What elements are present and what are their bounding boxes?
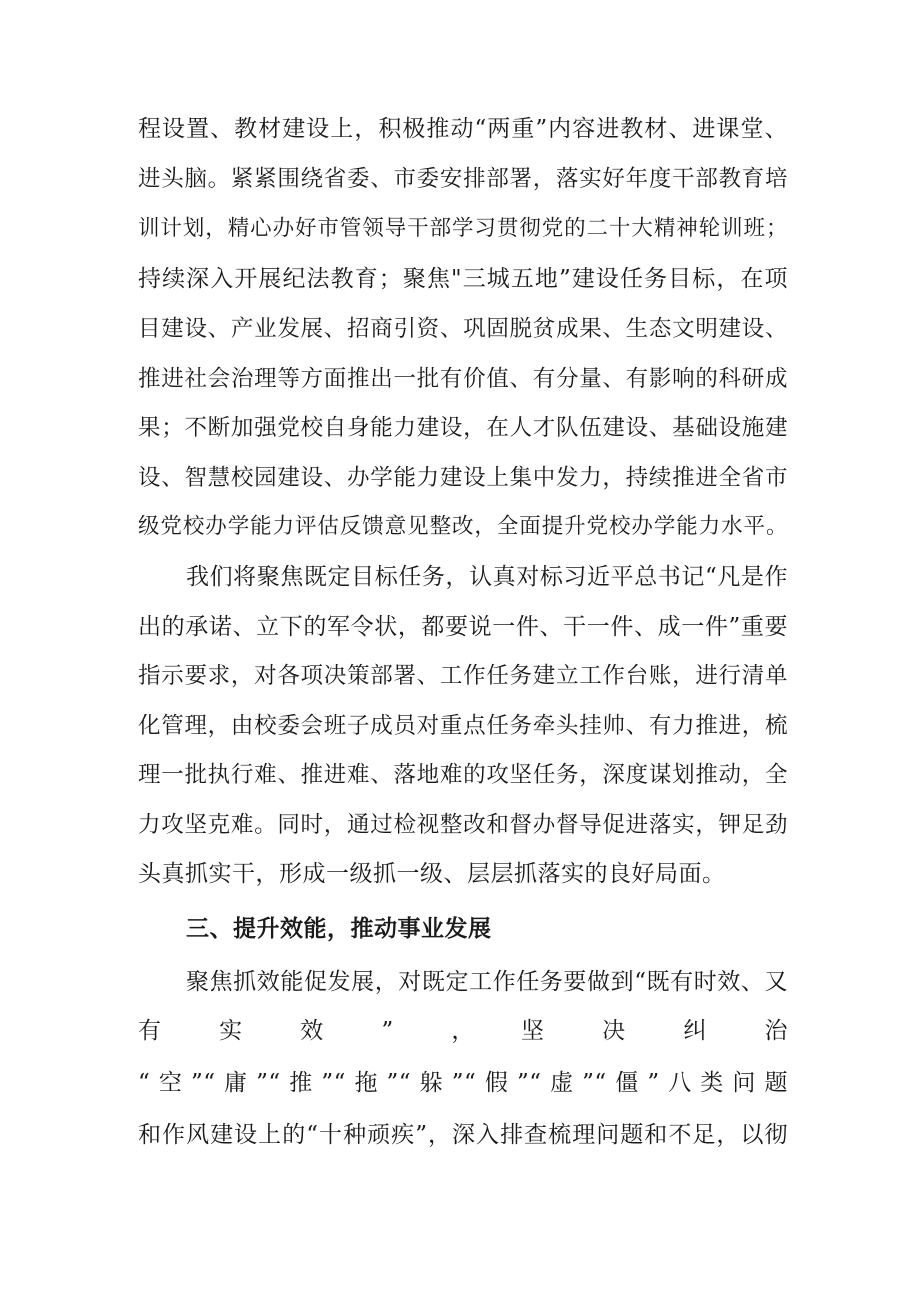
paragraph-2-line-3: 指示要求，对各项决策部署、工作任务建立工作台账，进行清单 bbox=[138, 663, 788, 689]
paragraph-1-line-4: 持续深入开展纪法教育；聚焦"三城五地”建设任务目标，在项 bbox=[138, 266, 788, 292]
paragraph-2-line-5: 理一批执行难、推进难、落地难的攻坚任务，深度谋划推动，全 bbox=[138, 762, 788, 788]
paragraph-2-line-7: 头真抓实干，形成一级抓一级、层层抓落实的良好局面。 bbox=[138, 861, 726, 887]
paragraph-2-line-4: 化管理，由校委会班子成员对重点任务牵头挂帅、有力推进，梳 bbox=[138, 713, 788, 739]
paragraph-2-line-2: 出的承诺、立下的军令状，都要说一件、干一件、成一件”重要 bbox=[138, 614, 788, 640]
paragraph-3-line-4: 和作风建设上的“十种顽疾”，深入排查梳理问题和不足，以彻 bbox=[138, 1122, 788, 1148]
paragraph-1-line-7: 果；不断加强党校自身能力建设，在人才队伍建设、基础设施建 bbox=[138, 415, 788, 441]
paragraph-1-line-2: 进头脑。紧紧围绕省委、市委安排部署，落实好年度干部教育培 bbox=[138, 166, 788, 192]
paragraph-1-line-6: 推进社会治理等方面推出一批有价值、有分量、有影响的科研成 bbox=[138, 366, 788, 392]
paragraph-1-line-8: 设、智慧校园建设、办学能力建设上集中发力，持续推进全省市 bbox=[138, 465, 788, 491]
paragraph-1-line-9: 级党校办学能力评估反馈意见整改，全面提升党校办学能力水平。 bbox=[138, 514, 788, 539]
paragraph-3-line-1: 聚焦抓效能促发展，对既定工作任务要做到“既有时效、又 bbox=[186, 969, 788, 995]
paragraph-2-line-1: 我们将聚焦既定目标任务，认真对标习近平总书记“凡是作 bbox=[186, 564, 788, 590]
paragraph-2-line-6: 力攻坚克难。同时，通过检视整改和督办督导促进落实，钾足劲 bbox=[138, 812, 788, 838]
paragraph-1-line-5: 目建设、产业发展、招商引资、巩固脱贫成果、生态文明建设、 bbox=[138, 316, 788, 342]
paragraph-3-line-3: “空”“庸”“推”“拖”“躲”“假”“虚”“僵”八类问题 bbox=[138, 1070, 788, 1096]
paragraph-1-line-1: 程设置、教材建设上，积极推动“两重”内容进教材、进课堂、 bbox=[138, 116, 788, 142]
section-heading: 三、提升效能，推动事业发展 bbox=[186, 915, 492, 942]
paragraph-3-line-2: 有 实 效 ” ， 坚 决 纠 治 bbox=[138, 1018, 788, 1044]
paragraph-1-line-3: 训计划，精心办好市管领导干部学习贯彻党的二十大精神轮训班； bbox=[138, 216, 788, 241]
